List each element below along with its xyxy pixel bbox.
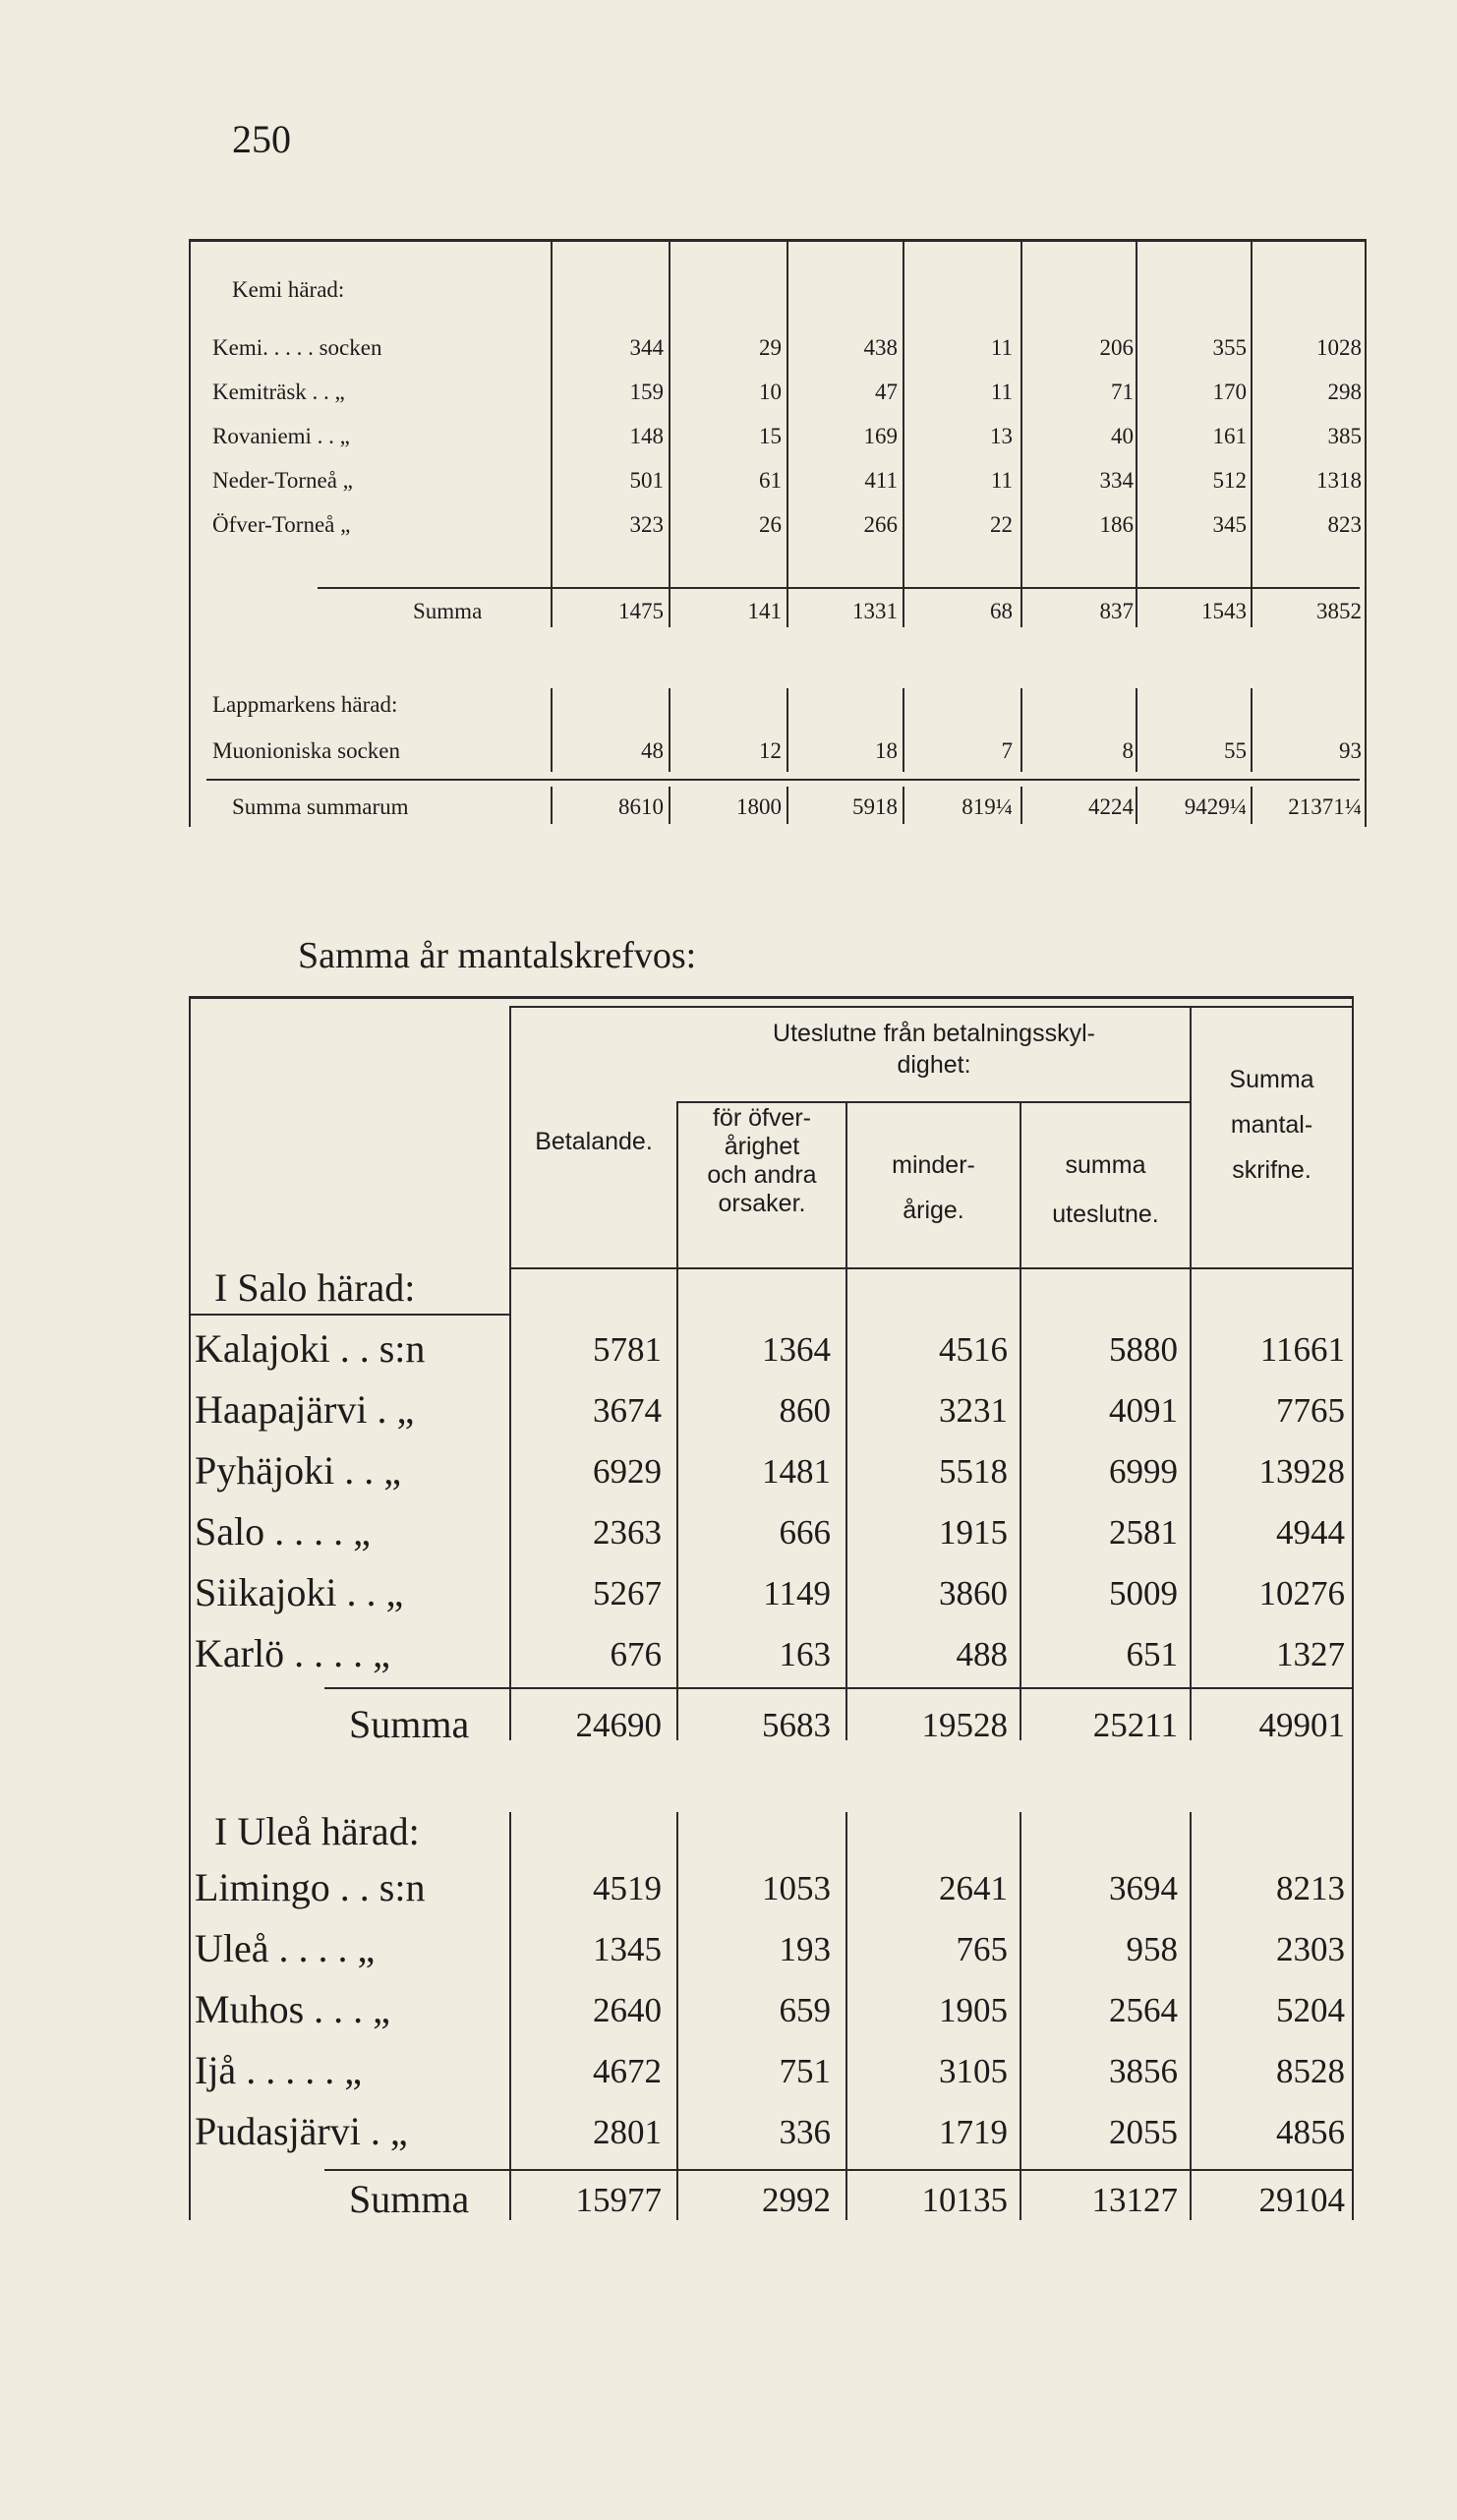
hdr-for-ofver-1: för öfver- [712, 1104, 812, 1132]
kemi-cell: 411 [864, 468, 898, 493]
t1-sum-sep [1020, 787, 1022, 824]
salo-cell: 2581 [1109, 1513, 1178, 1552]
hdr-minder [847, 1136, 1020, 1240]
kemi-cell: 266 [863, 512, 898, 537]
hdr-for-ofver-4: orsaker. [718, 1190, 806, 1217]
salo-cell: 11661 [1259, 1330, 1345, 1369]
kemi-summa-label: Summa [413, 599, 483, 623]
ulea-cell: 1905 [939, 1991, 1008, 2029]
salo-summa-cell: 49901 [1258, 1706, 1345, 1744]
ulea-cell: 3105 [939, 2052, 1008, 2090]
ulea-cell: 4519 [593, 1869, 662, 1907]
t1-col-sep [1251, 239, 1253, 627]
ulea-row-name: Uleå . . . . „ [195, 1926, 376, 1970]
t2-col-sep [845, 1812, 847, 2169]
kemi-summa-cell: 1331 [852, 599, 898, 623]
kemi-row-name: Öfver-Torneå „ [212, 512, 351, 537]
salo-cell: 3231 [939, 1391, 1008, 1430]
kemi-cell: 47 [875, 380, 898, 404]
ulea-summa-cell: 10135 [921, 2181, 1008, 2219]
t2-col-sep [1020, 1812, 1021, 2169]
kemi-cell: 29 [759, 335, 782, 360]
t1-col-sep [787, 239, 788, 627]
lappmark-cell: 48 [641, 738, 664, 763]
t1-lapp-sep [669, 688, 670, 772]
salo-top-rule [189, 1314, 509, 1316]
kemi-cell: 385 [1327, 424, 1362, 448]
ulea-summa-label: Summa [349, 2177, 470, 2221]
t2-col-sep [1190, 1269, 1192, 1687]
t2-col-sep [1020, 1689, 1021, 1740]
t1-lapp-sep [551, 688, 553, 772]
salo-summa-label: Summa [349, 1702, 470, 1746]
kemi-cell: 1028 [1316, 335, 1362, 360]
kemi-cell: 26 [759, 512, 782, 537]
kemi-cell: 159 [629, 380, 664, 404]
t2-col-sep [1020, 1269, 1021, 1687]
ulea-cell: 751 [779, 2052, 831, 2090]
salo-cell: 10276 [1258, 1574, 1345, 1612]
kemi-cell: 186 [1099, 512, 1134, 537]
salo-cell: 1327 [1276, 1635, 1345, 1673]
kemi-cell: 298 [1327, 380, 1362, 404]
ulea-row-name: Muhos . . . „ [195, 1987, 390, 2031]
hdr-uteslutne-line2: dighet: [897, 1051, 971, 1079]
t2-col-sep [509, 2171, 511, 2220]
table1-summa-rule [318, 587, 1360, 589]
salo-row-name: Siikajoki . . „ [195, 1570, 404, 1614]
table2-right-border [1352, 996, 1354, 2220]
kemi-cell: 169 [863, 424, 898, 448]
t2-col-sep [845, 1269, 847, 1687]
ulea-summa-cell: 13127 [1091, 2181, 1178, 2219]
ulea-summa-cell: 15977 [575, 2181, 662, 2219]
salo-cell: 4091 [1109, 1391, 1178, 1430]
table1-summarum-rule [206, 779, 1360, 781]
kemi-cell: 323 [629, 512, 664, 537]
t1-sum-sep [551, 787, 553, 824]
lappmark-cell: 8 [1122, 738, 1134, 763]
salo-cell: 5880 [1109, 1330, 1178, 1369]
t2-col-sep [676, 1812, 678, 2169]
t1-col-sep [1136, 239, 1137, 627]
t1-lapp-sep [1020, 688, 1022, 772]
salo-summa-cell: 24690 [575, 1706, 662, 1744]
table2-left-border [189, 996, 191, 2220]
ulea-cell: 4856 [1276, 2113, 1345, 2151]
salo-cell: 5518 [939, 1452, 1008, 1491]
kemi-row-name: Kemi. . . . . socken [212, 335, 382, 360]
salo-cell: 5009 [1109, 1574, 1178, 1612]
salo-row-name: Salo . . . . „ [195, 1509, 371, 1553]
t1-sum-sep [669, 787, 670, 824]
t2-col-sep [676, 1269, 678, 1687]
t2-col-sep [1020, 2171, 1021, 2220]
kemi-summa-cell: 3852 [1316, 599, 1362, 623]
lappmark-heading: Lappmarkens härad: [212, 692, 398, 717]
t1-lapp-sep [1136, 688, 1137, 772]
table2-top-rule-inner [511, 1006, 1354, 1008]
kemi-cell: 355 [1212, 335, 1247, 360]
t1-sum-sep [1136, 787, 1137, 824]
summarum-cell: 5918 [852, 794, 898, 819]
salo-cell: 13928 [1258, 1452, 1345, 1491]
ulea-cell: 4672 [593, 2052, 662, 2090]
t1-lapp-sep [787, 688, 788, 772]
table1-left-border [189, 239, 191, 827]
lappmark-cell: 93 [1339, 738, 1362, 763]
salo-cell: 4516 [939, 1330, 1008, 1369]
t2-col-sep [509, 1689, 511, 1740]
salo-heading: I Salo härad: [214, 1265, 416, 1310]
t2-col-sep [845, 1689, 847, 1740]
ulea-heading: I Uleå härad: [214, 1809, 420, 1853]
kemi-summa-cell: 837 [1099, 599, 1134, 623]
kemi-cell: 823 [1327, 512, 1362, 537]
t1-lapp-sep [903, 688, 904, 772]
t1-col-sep [551, 239, 553, 627]
ulea-cell: 3694 [1109, 1869, 1178, 1907]
hdr-summa-mantal-3: skrifne. [1232, 1156, 1311, 1184]
kemi-cell: 1318 [1316, 468, 1362, 493]
salo-row-name: Kalajoki . . s:n [195, 1326, 426, 1371]
kemi-cell: 22 [990, 512, 1013, 537]
t1-sum-sep [1251, 787, 1253, 824]
table2-top-rule [189, 996, 1354, 999]
kemi-cell: 11 [990, 335, 1013, 360]
hdr-betalande: Betalande. [535, 1128, 653, 1155]
ulea-cell: 1345 [593, 1930, 662, 1968]
lappmark-row-name: Muonioniska socken [212, 738, 401, 763]
lappmark-cell: 18 [875, 738, 898, 763]
salo-cell: 666 [779, 1513, 831, 1552]
t1-col-sep [903, 239, 904, 627]
kemi-summa-cell: 1543 [1201, 599, 1247, 623]
salo-cell: 651 [1126, 1635, 1178, 1673]
hdr-uteslutne-line1: Uteslutne från betalningsskyl- [773, 1020, 1095, 1047]
salo-cell: 163 [779, 1635, 831, 1673]
ulea-cell: 193 [779, 1930, 831, 1968]
hdr-summa-mantal-1: Summa [1229, 1066, 1314, 1093]
ulea-summa-cell: 29104 [1258, 2181, 1345, 2219]
kemi-cell: 501 [629, 468, 664, 493]
hdr-group-rule [676, 1101, 1190, 1103]
kemi-cell: 13 [990, 424, 1013, 448]
kemi-cell: 71 [1111, 380, 1134, 404]
ulea-cell: 5204 [1276, 1991, 1345, 2029]
section-title: Samma år mantalskrefvos: [298, 935, 697, 976]
kemi-cell: 61 [759, 468, 782, 493]
kemi-cell: 438 [863, 335, 898, 360]
ulea-cell: 1719 [939, 2113, 1008, 2151]
t1-sum-sep [903, 787, 904, 824]
ulea-cell: 2801 [593, 2113, 662, 2151]
salo-summa-rule [324, 1687, 1352, 1689]
kemi-summa-cell: 141 [747, 599, 782, 623]
lappmark-cell: 55 [1224, 738, 1247, 763]
ulea-summa-cell: 2992 [762, 2181, 831, 2219]
kemi-row-name: Rovaniemi . . „ [212, 424, 350, 448]
salo-cell: 3674 [593, 1391, 662, 1430]
kemi-cell: 161 [1212, 424, 1247, 448]
hdr-minder-1: minder- [892, 1151, 975, 1179]
hdr-summa-uteslutne [1021, 1141, 1190, 1239]
hdr-for-ofver-3: och andra [707, 1161, 817, 1189]
salo-summa-cell: 25211 [1092, 1706, 1178, 1744]
kemi-cell: 10 [759, 380, 782, 404]
salo-summa-cell: 5683 [762, 1706, 831, 1744]
kemi-cell: 512 [1212, 468, 1247, 493]
t2-col-sep [509, 1812, 511, 2169]
ulea-summa-rule [324, 2169, 1352, 2171]
kemi-cell: 206 [1099, 335, 1134, 360]
hdr-summa-uteslutne-1: summa [1065, 1151, 1146, 1179]
summarum-cell: 1800 [736, 794, 782, 819]
salo-cell: 1364 [762, 1330, 831, 1369]
kemi-row-name: Kemiträsk . . „ [212, 380, 345, 404]
hdr-uteslutne-group [678, 1018, 1190, 1081]
salo-cell: 7765 [1276, 1391, 1345, 1430]
lappmark-cell: 7 [1001, 738, 1013, 763]
hdr-bottom-rule [509, 1267, 1352, 1269]
t1-sum-sep [787, 787, 788, 824]
summarum-cell: 21371¼ [1288, 794, 1362, 819]
hdr-minder-2: årige. [903, 1197, 964, 1224]
ulea-row-name: Pudasjärvi . „ [195, 2109, 408, 2153]
t2-col-sep [676, 1689, 678, 1740]
ulea-cell: 3856 [1109, 2052, 1178, 2090]
salo-cell: 3860 [939, 1574, 1008, 1612]
salo-summa-cell: 19528 [921, 1706, 1008, 1744]
t2-col-sep [1190, 1812, 1192, 2169]
ulea-row-name: Ijå . . . . . „ [195, 2048, 362, 2092]
t2-col-sep [845, 2171, 847, 2220]
salo-cell: 860 [779, 1391, 831, 1430]
ulea-cell: 765 [956, 1930, 1008, 1968]
t1-col-sep [669, 239, 670, 627]
kemi-summa-cell: 68 [990, 599, 1013, 623]
kemi-cell: 170 [1212, 380, 1247, 404]
hdr-summa-uteslutne-2: uteslutne. [1052, 1201, 1159, 1228]
salo-cell: 6929 [593, 1452, 662, 1491]
ulea-cell: 2564 [1109, 1991, 1178, 2029]
kemi-cell: 40 [1111, 424, 1134, 448]
kemi-cell: 148 [629, 424, 664, 448]
summarum-cell: 819¼ [962, 794, 1013, 819]
salo-cell: 5781 [593, 1330, 662, 1369]
salo-row-name: Haapajärvi . „ [195, 1387, 415, 1432]
ulea-cell: 1053 [762, 1869, 831, 1907]
hdr-for-ofver [678, 1104, 845, 1218]
ulea-cell: 659 [779, 1991, 831, 2029]
kemi-cell: 344 [629, 335, 664, 360]
ulea-cell: 336 [779, 2113, 831, 2151]
ulea-cell: 8528 [1276, 2052, 1345, 2090]
t2-col-sep [676, 2171, 678, 2220]
t1-lapp-sep [1251, 688, 1253, 772]
hdr-for-ofver-2: årighet [724, 1133, 800, 1160]
summarum-label: Summa summarum [232, 794, 409, 819]
salo-cell: 2363 [593, 1513, 662, 1552]
salo-cell: 676 [610, 1635, 662, 1673]
t2-col-sep [1190, 1689, 1192, 1740]
page-number: 250 [232, 117, 291, 161]
t2-col-sep [509, 1269, 511, 1687]
kemi-cell: 11 [990, 468, 1013, 493]
ulea-cell: 958 [1126, 1930, 1178, 1968]
kemi-cell: 334 [1099, 468, 1134, 493]
ulea-cell: 2640 [593, 1991, 662, 2029]
salo-cell: 1481 [762, 1452, 831, 1491]
salo-row-name: Karlö . . . . „ [195, 1631, 390, 1675]
kemi-cell: 11 [990, 380, 1013, 404]
summarum-cell: 8610 [618, 794, 664, 819]
kemi-row-name: Neder-Torneå „ [212, 468, 353, 493]
ulea-row-name: Limingo . . s:n [195, 1865, 426, 1909]
salo-cell: 1915 [939, 1513, 1008, 1552]
kemi-summa-cell: 1475 [618, 599, 664, 623]
ulea-cell: 2303 [1276, 1930, 1345, 1968]
salo-cell: 5267 [593, 1574, 662, 1612]
salo-cell: 6999 [1109, 1452, 1178, 1491]
kemi-heading: Kemi härad: [232, 277, 345, 302]
summarum-cell: 4224 [1088, 794, 1134, 819]
salo-row-name: Pyhäjoki . . „ [195, 1448, 401, 1493]
salo-cell: 4944 [1276, 1513, 1345, 1552]
hdr-summa-mantal [1192, 1057, 1352, 1193]
kemi-cell: 345 [1212, 512, 1247, 537]
t1-col-sep [1020, 239, 1022, 627]
ulea-cell: 2055 [1109, 2113, 1178, 2151]
ulea-cell: 2641 [939, 1869, 1008, 1907]
hdr-summa-mantal-2: mantal- [1230, 1111, 1313, 1139]
kemi-cell: 15 [759, 424, 782, 448]
summarum-cell: 9429¼ [1184, 794, 1247, 819]
salo-cell: 488 [956, 1635, 1008, 1673]
salo-cell: 1149 [763, 1574, 831, 1612]
table1-right-border [1365, 239, 1367, 827]
t2-col-sep [1190, 2171, 1192, 2220]
lappmark-cell: 12 [759, 738, 782, 763]
ulea-cell: 8213 [1276, 1869, 1345, 1907]
table1-top-rule [189, 239, 1367, 242]
